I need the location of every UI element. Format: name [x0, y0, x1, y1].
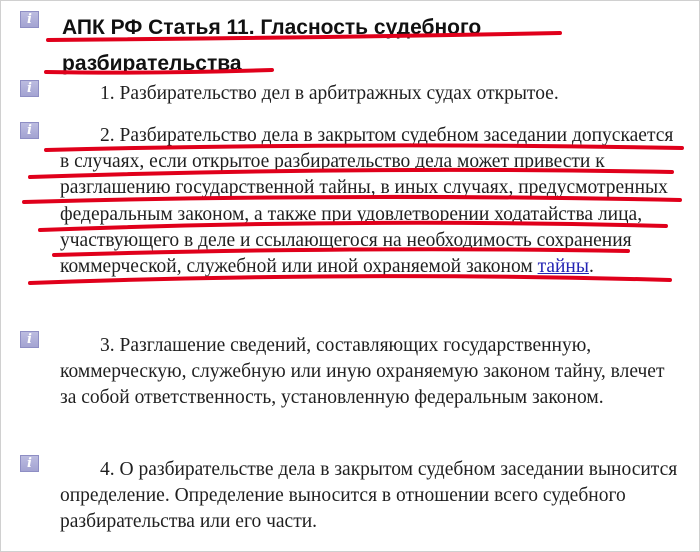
paragraph-4-text: 4. О разбирательстве дела в закрытом судебном заседании выносится определение. Определение выносится в отношении всего судебного разбирательства или его части.: [60, 459, 678, 533]
paragraph-2: [60, 123, 685, 280]
secret-link[interactable]: тайны: [537, 256, 589, 278]
paragraph-2-end: .: [588, 256, 594, 278]
paragraph-2-text: 2. Разбирательство дела в закрытом судебном заседании допускается в случаях, если открытое разбирательство дела может привести к разглашению государственной тайны, в иных случаях, предусмотренных федеральным законом, а также при удовлетворении ходатайства лица, участвующего в деле и ссылающегося на необходимость сохранения коммерческой, служебной или иной охраняемой законом: [60, 125, 674, 278]
info-icon[interactable]: i: [20, 331, 39, 348]
paragraph-3: [60, 333, 685, 412]
article-title: АПК РФ Статья 11. Гласность судебного разбирательства: [62, 16, 482, 75]
paragraph-1: [60, 81, 685, 107]
paragraph-3-text: 3. Разглашение сведений, составляющих государственную, коммерческую, служебную или иную охраняемую законом тайну, влечет за собой ответственность, установленную федеральным законом.: [60, 335, 665, 409]
info-icon[interactable]: i: [20, 122, 39, 139]
info-icon[interactable]: i: [20, 80, 39, 97]
info-icon[interactable]: i: [20, 11, 39, 28]
paragraph-4: [60, 457, 685, 536]
info-icon[interactable]: i: [20, 455, 39, 472]
paragraph-1-text: 1. Разбирательство дел в арбитражных судах открытое.: [100, 83, 559, 104]
